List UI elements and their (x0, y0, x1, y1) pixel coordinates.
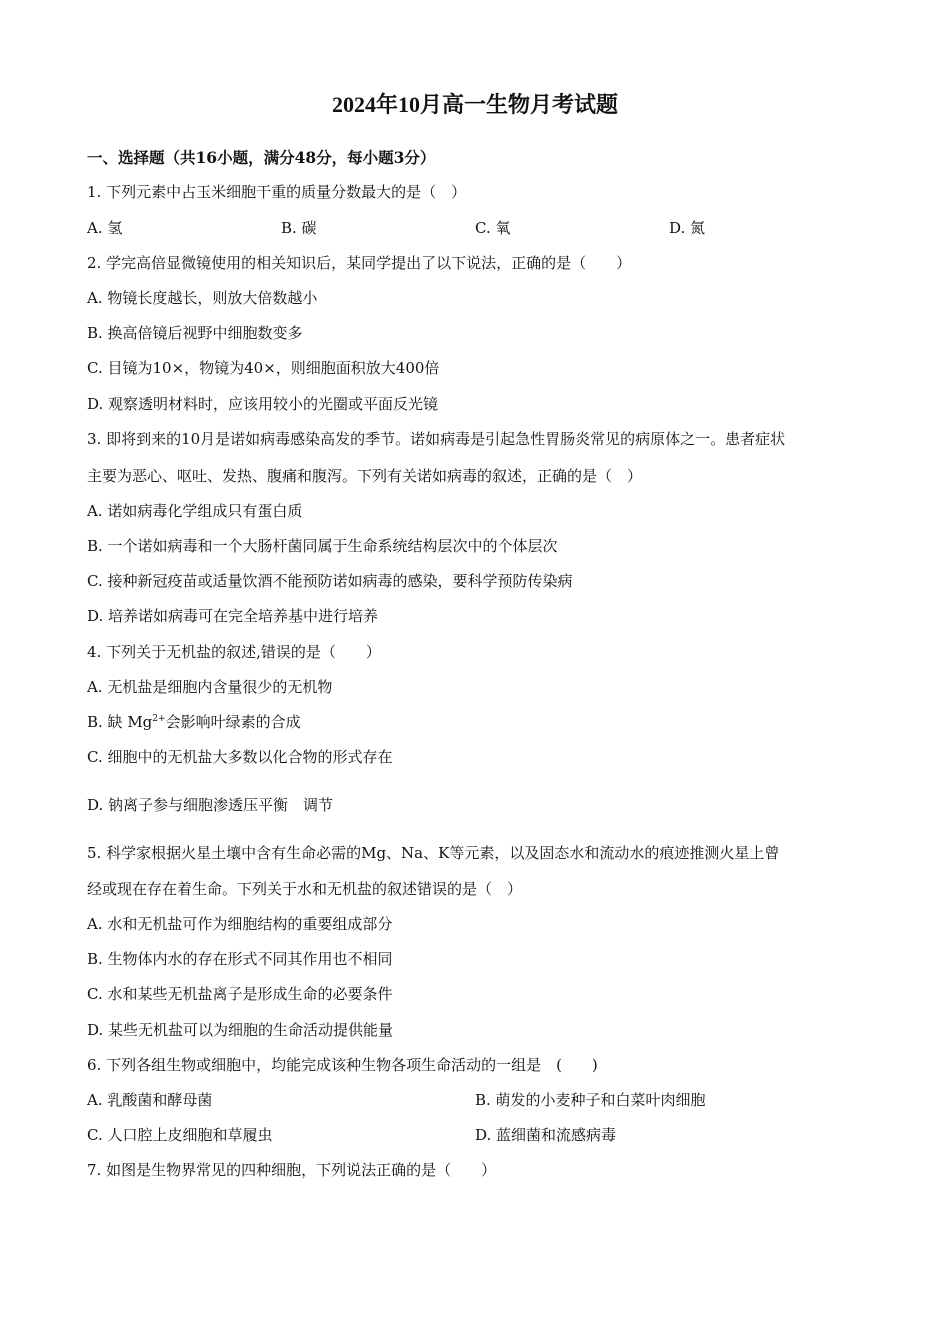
q4-option-a: A. 无机盐是细胞内含量很少的无机物 (87, 678, 333, 696)
q6-option-a: A. 乳酸菌和酵母菌 (87, 1091, 213, 1109)
q4-option-b (87, 712, 301, 732)
q3-option-a: A. 诺如病毒化学组成只有蛋白质 (87, 502, 303, 520)
q3-option-b: B. 一个诺如病毒和一个大肠杆菌同属于生命系统结构层次中的个体层次 (87, 537, 558, 555)
q5-option-d: D. 某些无机盐可以为细胞的生命活动提供能量 (87, 1021, 394, 1039)
q3-option-c: C. 接种新冠疫苗或适量饮酒不能预防诺如病毒的感染，要科学预防传染病 (87, 572, 573, 590)
q1-option-b: B. 碳 (281, 219, 317, 237)
q4-option-d: D. 钠离子参与细胞渗透压平衡 调节 (87, 796, 334, 814)
q2-option-a: A. 物镜长度越长，则放大倍数越小 (87, 289, 318, 307)
question-3-stem-line2: 主要为恶心、呕吐、发热、腹痛和腹泻。下列有关诺如病毒的叙述，正确的是（ ） (87, 467, 643, 485)
question-5-stem-line2: 经或现在存在着生命。下列关于水和无机盐的叙述错误的是（ ） (87, 880, 523, 898)
q4-option-b-text: B. 缺 Mg (87, 713, 153, 731)
q4-option-b-superscript: 2+ (152, 714, 166, 724)
q6-option-b: B. 萌发的小麦种子和白菜叶肉细胞 (475, 1091, 706, 1109)
section-heading: 一、选择题（共16小题，满分48分，每小题3分） (87, 148, 436, 167)
q6-option-d: D. 蓝细菌和流感病毒 (475, 1126, 617, 1144)
question-4-stem: 4. 下列关于无机盐的叙述,错误的是（ ） (87, 643, 381, 661)
question-5-stem-line1: 5. 科学家根据火星土壤中含有生命必需的Mg、Na、K等元素，以及固态水和流动水的痕迹推测火星上曾 (87, 844, 780, 862)
q2-option-b: B. 换高倍镜后视野中细胞数变多 (87, 324, 303, 342)
question-2-stem: 2. 学完高倍显微镜使用的相关知识后，某同学提出了以下说法，正确的是（ ） (87, 254, 632, 272)
question-7-stem: 7. 如图是生物界常见的四种细胞，下列说法正确的是（ ） (87, 1161, 497, 1179)
q3-option-d: D. 培养诺如病毒可在完全培养基中进行培养 (87, 607, 379, 625)
q2-option-c: C. 目镜为10×，物镜为40×，则细胞面积放大400倍 (87, 359, 440, 377)
q4-option-b-text-end: 会影响叶绿素的合成 (165, 713, 301, 731)
q2-option-d: D. 观察透明材料时，应该用较小的光圈或平面反光镜 (87, 395, 439, 413)
q4-option-c: C. 细胞中的无机盐大多数以化合物的形式存在 (87, 748, 393, 766)
page-title: 2024年10月高一生物月考试题 (331, 92, 618, 117)
q5-option-a: A. 水和无机盐可作为细胞结构的重要组成部分 (87, 915, 393, 933)
q1-option-a: A. 氢 (87, 219, 123, 237)
q5-option-b: B. 生物体内水的存在形式不同其作用也不相同 (87, 950, 393, 968)
question-1-stem: 1. 下列元素中占玉米细胞干重的质量分数最大的是（ ） (87, 183, 467, 201)
q1-option-d: D. 氮 (669, 219, 706, 237)
q1-option-c: C. 氧 (475, 219, 511, 237)
question-3-stem-line1: 3. 即将到来的10月是诺如病毒感染高发的季节。诺如病毒是引起急性胃肠炎常见的病原体之一。患者症状 (87, 430, 786, 448)
question-6-stem: 6. 下列各组生物或细胞中，均能完成该种生物各项生命活动的一组是 ( ) (87, 1056, 598, 1074)
q5-option-c: C. 水和某些无机盐离子是形成生命的必要条件 (87, 985, 393, 1003)
q6-option-c: C. 人口腔上皮细胞和草履虫 (87, 1126, 273, 1144)
